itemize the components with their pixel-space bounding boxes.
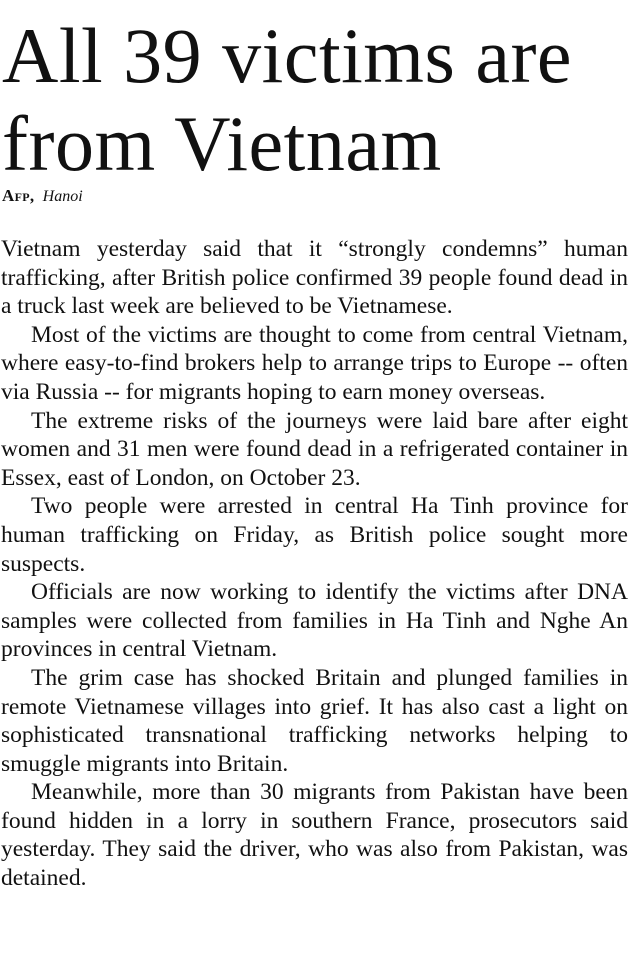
article-paragraph: Officials are now working to identify the victims after DNA samples were collected from families in Ha Tinh and Nghe An provinces in central Vietnam. bbox=[1, 579, 628, 663]
byline-agency: Afp, bbox=[2, 186, 35, 205]
article-paragraph: The grim case has shocked Britain and plunged families in remote Vietnamese villages into grief. It has also cast a light on sophisticated transnational trafficking networks helping to smuggle migrants into Britain. bbox=[1, 664, 628, 777]
byline bbox=[2, 186, 83, 207]
headline: All 39 victims are from Vietnam bbox=[2, 12, 573, 187]
article-body bbox=[1, 235, 628, 893]
article-paragraph: Two people were arrested in central Ha Tinh province for human trafficking on Friday, as British police sought more suspects. bbox=[1, 493, 628, 577]
article-paragraph: Vietnam yesterday said that it “strongly condemns” human trafficking, after British police confirmed 39 people found dead in a truck last week are believed to be Vietnamese. bbox=[1, 236, 628, 320]
article-paragraph: Meanwhile, more than 30 migrants from Pakistan have been found hidden in a lorry in southern France, prosecutors said yesterday. They said the driver, who was also from Pakistan, was detained. bbox=[1, 779, 628, 892]
article-paragraph: Most of the victims are thought to come from central Vietnam, where easy-to-find brokers help to arrange trips to Europe -- often via Russia -- for migrants hoping to earn money overseas. bbox=[1, 321, 628, 405]
byline-location: Hanoi bbox=[42, 188, 83, 205]
article-paragraph: The extreme risks of the journeys were laid bare after eight women and 31 men were found dead in a refrigerated container in Essex, east of London, on October 23. bbox=[1, 407, 628, 491]
